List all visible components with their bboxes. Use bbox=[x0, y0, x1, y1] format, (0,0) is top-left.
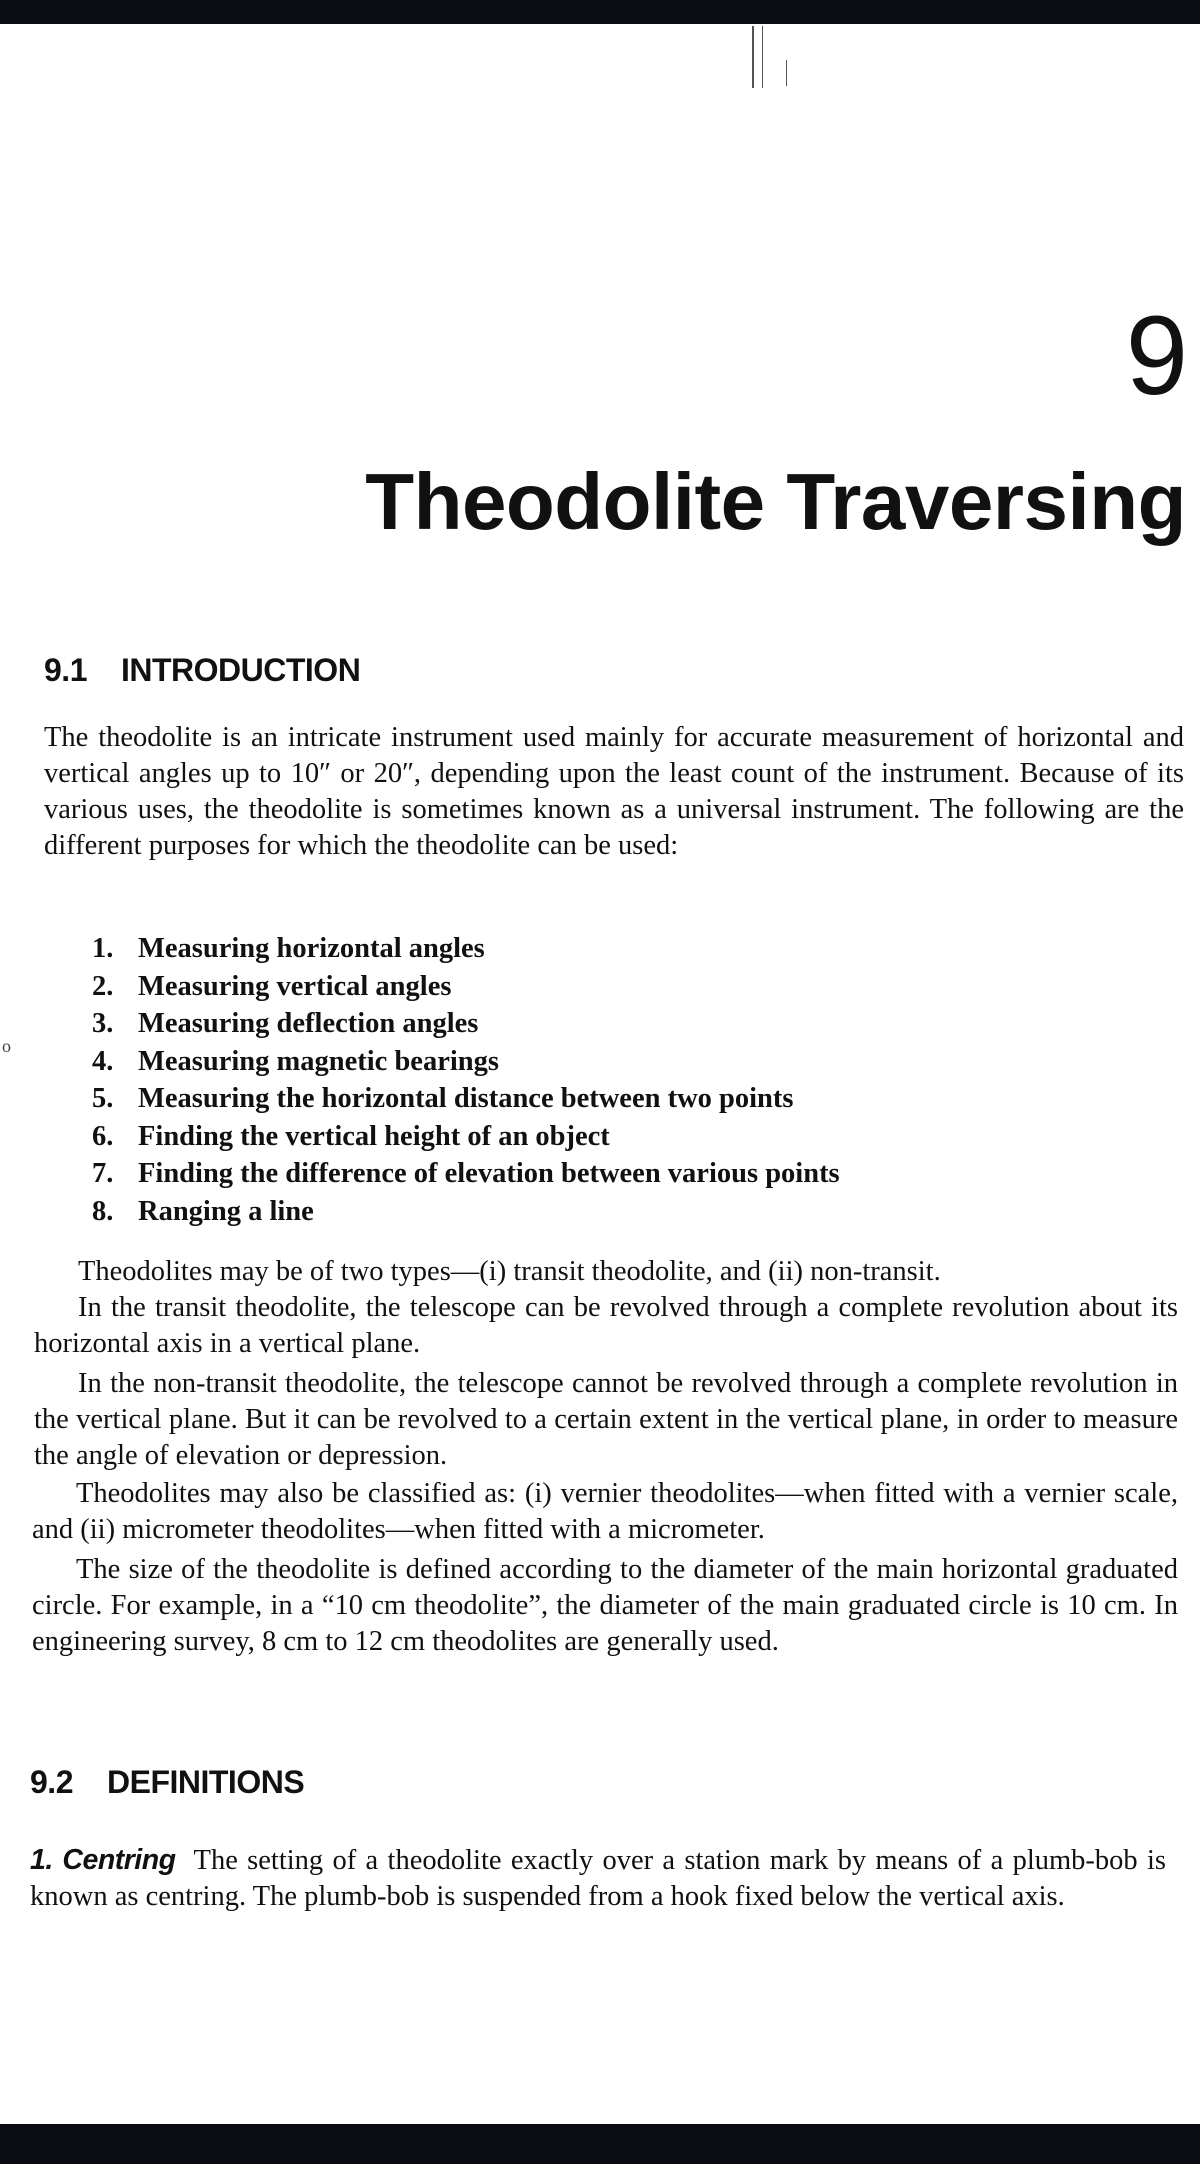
definition-term: 1. Centring bbox=[30, 1844, 176, 1876]
paragraph-non-transit: In the non-transit theodolite, the telescope cannot be revolved through a complete revolution in the vertical plane. But it can be revolved to a certain extent in the vertical plane, in order to measure the angle of elevation or depression. bbox=[34, 1368, 1178, 1471]
definition-centring bbox=[30, 1842, 1166, 1915]
scan-artifact bbox=[752, 26, 754, 88]
intro-paragraph: The theodolite is an intricate instrument used mainly for accurate measurement of horizontal and vertical angles up to 10″ or 20″, depending upon the least count of the instrument. Because of its various uses, the theodolite is sometimes known as a universal instrument. The following are the different purposes for which the theodolite can be used: bbox=[44, 722, 1184, 861]
section-heading-introduction bbox=[44, 654, 360, 686]
list-item: 5. Measuring the horizontal distance between two points bbox=[92, 1083, 794, 1114]
section-number: 9.2 bbox=[30, 1764, 73, 1800]
purposes-list bbox=[92, 930, 992, 1230]
scan-bottom-border bbox=[0, 2124, 1200, 2164]
chapter-title: Theodolite Traversing bbox=[365, 457, 1186, 546]
scan-artifact bbox=[786, 60, 787, 86]
list-item: 2. Measuring vertical angles bbox=[92, 970, 452, 1002]
list-item: 3. Measuring deflection angles bbox=[92, 1008, 479, 1039]
list-item: 7. Finding the difference of elevation between various points bbox=[92, 1158, 840, 1189]
section-heading-definitions bbox=[30, 1766, 304, 1798]
section-title: DEFINITIONS bbox=[106, 1764, 305, 1800]
paragraph-classification: Theodolites may also be classified as: (i) vernier theodolites—when fitted with a vernier scale, and (ii) micrometer theodolites—when fitted with a micrometer. bbox=[32, 1478, 1178, 1545]
section-title: INTRODUCTION bbox=[120, 652, 361, 688]
margin-mark: o bbox=[2, 1036, 11, 1056]
scan-top-border bbox=[0, 0, 1200, 24]
scan-artifact bbox=[762, 26, 763, 88]
paragraph-size: The size of the theodolite is defined according to the diameter of the main horizontal graduated circle. For example, in a “10 cm theodolite”, the diameter of the main graduated circle is 10 cm. In engineering survey, 8 cm to 12 cm theodolites are generally used. bbox=[32, 1554, 1178, 1657]
list-item: 4. Measuring magnetic bearings bbox=[92, 1045, 499, 1077]
list-item: 8. Ranging a line bbox=[92, 1195, 314, 1227]
list-item: 6. Finding the vertical height of an object bbox=[92, 1120, 610, 1152]
definition-text: The setting of a theodolite exactly over a station mark by means of a plumb-bob is known as centring. The plumb-bob is suspended from a hook fixed below the vertical axis. bbox=[30, 1845, 1166, 1912]
paragraph-transit: In the transit theodolite, the telescope can be revolved through a complete revolution about its horizontal axis in a vertical plane. bbox=[34, 1292, 1178, 1359]
list-item: 1. Measuring horizontal angles bbox=[92, 933, 485, 964]
chapter-number: 9 bbox=[1125, 293, 1188, 418]
section-number: 9.1 bbox=[44, 652, 87, 688]
paragraph-types: Theodolites may be of two types—(i) transit theodolite, and (ii) non-transit. bbox=[78, 1256, 941, 1287]
